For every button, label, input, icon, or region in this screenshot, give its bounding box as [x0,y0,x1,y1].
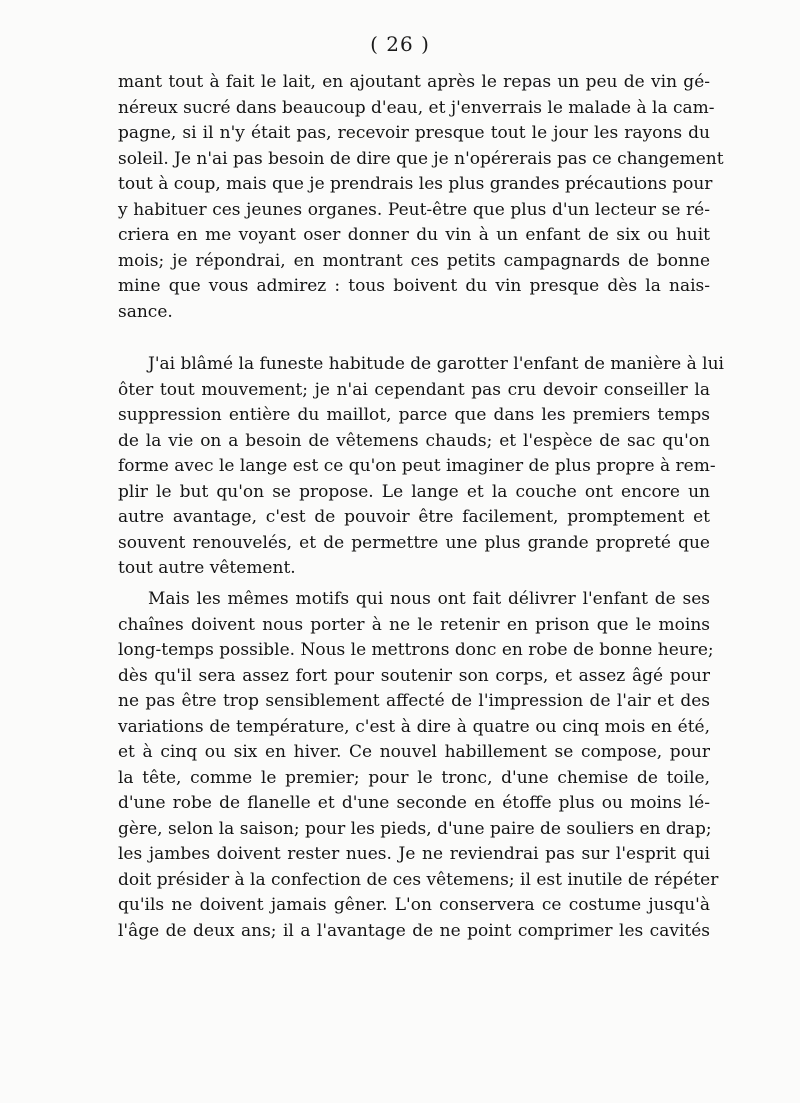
text-line: pagne, si il n'y était pas, recevoir presque tout le jour les rayons du [118,123,710,143]
text-line: y habituer ces jeunes organes. Peut-être que plus d'un lecteur se ré- [118,199,710,220]
page-number: ( 26 ) [370,32,430,56]
text-line: soleil. Je n'ai pas besoin de dire que je n'opérerais pas ce changement [118,148,724,169]
text-line: d'une robe de flanelle et d'une seconde en étoffe plus ou moins lé- [118,793,710,813]
text-line: criera en me voyant oser donner du vin à un enfant de six ou huit [118,225,710,245]
text-line: la tête, comme le premier; pour le tronc, d'une chemise de toile, [118,767,710,788]
text-line: forme avec le lange est ce qu'on peut imaginer de plus propre à rem- [118,456,716,476]
text-line: tout autre vêtement. [118,558,296,578]
text-line: ôter tout mouvement; je n'ai cependant pas cru devoir conseiller la [118,379,710,400]
text-line: et à cinq ou six en hiver. Ce nouvel habillement se compose, pour [118,742,710,762]
text-line: mant tout à fait le lait, en ajoutant après le repas un peu de vin gé- [118,72,710,92]
text-line: les jambes doivent rester nues. Je ne reviendrai pas sur l'esprit qui [118,844,710,864]
text-line: l'âge de deux ans; il a l'avantage de ne point comprimer les cavités [118,920,710,941]
text-line: variations de température, c'est à dire à quatre ou cinq mois en été, [118,716,710,737]
paragraph-2 [118,352,724,582]
paragraph-3 [118,587,719,944]
text-line: J'ai blâmé la funeste habitude de garotter l'enfant de manière à lui [148,354,724,374]
text-line: qu'ils ne doivent jamais gêner. L'on conservera ce costume jusqu'à [118,895,710,915]
text-line: mine que vous admirez : tous boivent du vin presque dès la nais- [118,276,710,296]
text-line: de la vie on a besoin de vêtemens chauds; et l'espèce de sac qu'on [118,430,710,451]
paragraph-1 [118,70,724,325]
text-line: Mais les mêmes motifs qui nous ont fait délivrer l'enfant de ses [148,589,710,609]
text-line: dès qu'il sera assez fort pour soutenir son corps, et assez âgé pour [118,665,710,686]
text-line: chaînes doivent nous porter à ne le retenir en prison que le moins [118,614,710,635]
text-line: autre avantage, c'est de pouvoir être facilement, promptement et [118,507,710,527]
text-line: plir le but qu'on se propose. Le lange et la couche ont encore un [118,481,710,502]
text-line: mois; je répondrai, en montrant ces petits campagnards de bonne [118,250,710,271]
text-line: long-temps possible. Nous le mettrons donc en robe de bonne heure; [118,640,714,660]
text-line: tout à coup, mais que je prendrais les plus grandes précautions pour [118,174,713,194]
text-line: souvent renouvelés, et de permettre une plus grande propreté que [118,532,710,553]
text-line: néreux sucré dans beaucoup d'eau, et j'enverrais le malade à la cam- [118,97,715,118]
text-line: suppression entière du maillot, parce que dans les premiers temps [118,405,710,425]
text-line: ne pas être trop sensiblement affecté de l'impression de l'air et des [118,691,710,711]
text-line: doit présider à la confection de ces vêtemens; il est inutile de répéter [118,869,719,890]
text-line: gère, selon la saison; pour les pieds, d'une paire de souliers en drap; [118,818,712,839]
text-line: sance. [118,301,173,322]
